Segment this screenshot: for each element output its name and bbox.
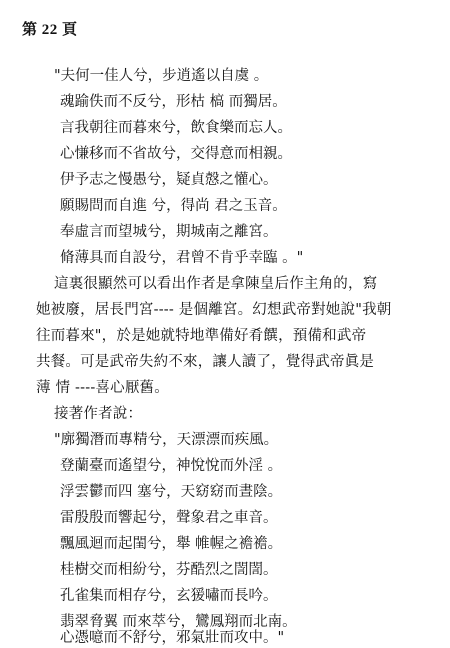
poem-line: 魂踰佚而不反兮，形枯 槁 而獨居。 <box>60 94 287 110</box>
poem-line: 奉虛言而望城兮，期城南之離宮。 <box>60 224 278 240</box>
poem-line: 心慊移而不省故兮，交得意而相親。 <box>60 146 292 162</box>
poem-line: 雷殷殷而響起兮，聲象君之車音。 <box>60 510 278 526</box>
commentary-line: 這裏很顯然可以看出作者是拿陳皇后作主角的，寫 <box>54 276 378 292</box>
poem-line: "夫何一佳人兮，步逍遙以自虞 。 <box>54 68 269 84</box>
poem-line: 桂樹交而相紛兮，芬酷烈之誾誾。 <box>60 562 278 578</box>
commentary-line: 往而暮來"，於是她就特地準備好肴饌，預備和武帝 <box>36 328 367 344</box>
page-number-header: 第 22 頁 <box>22 22 78 38</box>
commentary-line: 共餐。可是武帝失約不來，讓人讀了，覺得武帝眞是 <box>36 354 375 370</box>
poem-line: 伊予志之慢愚兮，疑貞慤之懽心。 <box>60 172 278 188</box>
commentary-line: 接著作者說： <box>54 406 143 422</box>
commentary-line: 薄 情 ----喜心厭舊。 <box>36 380 169 396</box>
poem-line: 願賜問而自進 兮，得尚 君之玉音。 <box>60 198 287 214</box>
poem-line: "廓獨潛而專精兮，天漂漂而疾風。 <box>54 432 279 448</box>
poem-line: 孔雀集而相存兮，玄猨嘯而長吟。 <box>60 588 278 604</box>
commentary-line: 她被廢，居長門宮---- 是個離宮。幻想武帝對她說"我朝 <box>36 302 392 318</box>
poem-line: 浮雲鬱而四 塞兮，天窈窈而晝陰。 <box>60 484 283 500</box>
poem-line: 言我朝往而暮來兮，飲食樂而忘人。 <box>60 120 292 136</box>
poem-line: 心憑噫而不舒兮，邪氣壯而攻中。" <box>60 630 285 646</box>
poem-line: 登蘭臺而遙望兮，神悅悅而外淫 。 <box>60 458 283 474</box>
poem-line: 脩薄具而自設兮，君曾不肯乎幸臨 。" <box>60 250 304 266</box>
poem-line: 翡翠脅翼 而來萃兮，鸞鳳翔而北南。 <box>60 614 297 630</box>
poem-line: 飄風迴而起閨兮，舉 帷幄之襜襜。 <box>60 536 283 552</box>
